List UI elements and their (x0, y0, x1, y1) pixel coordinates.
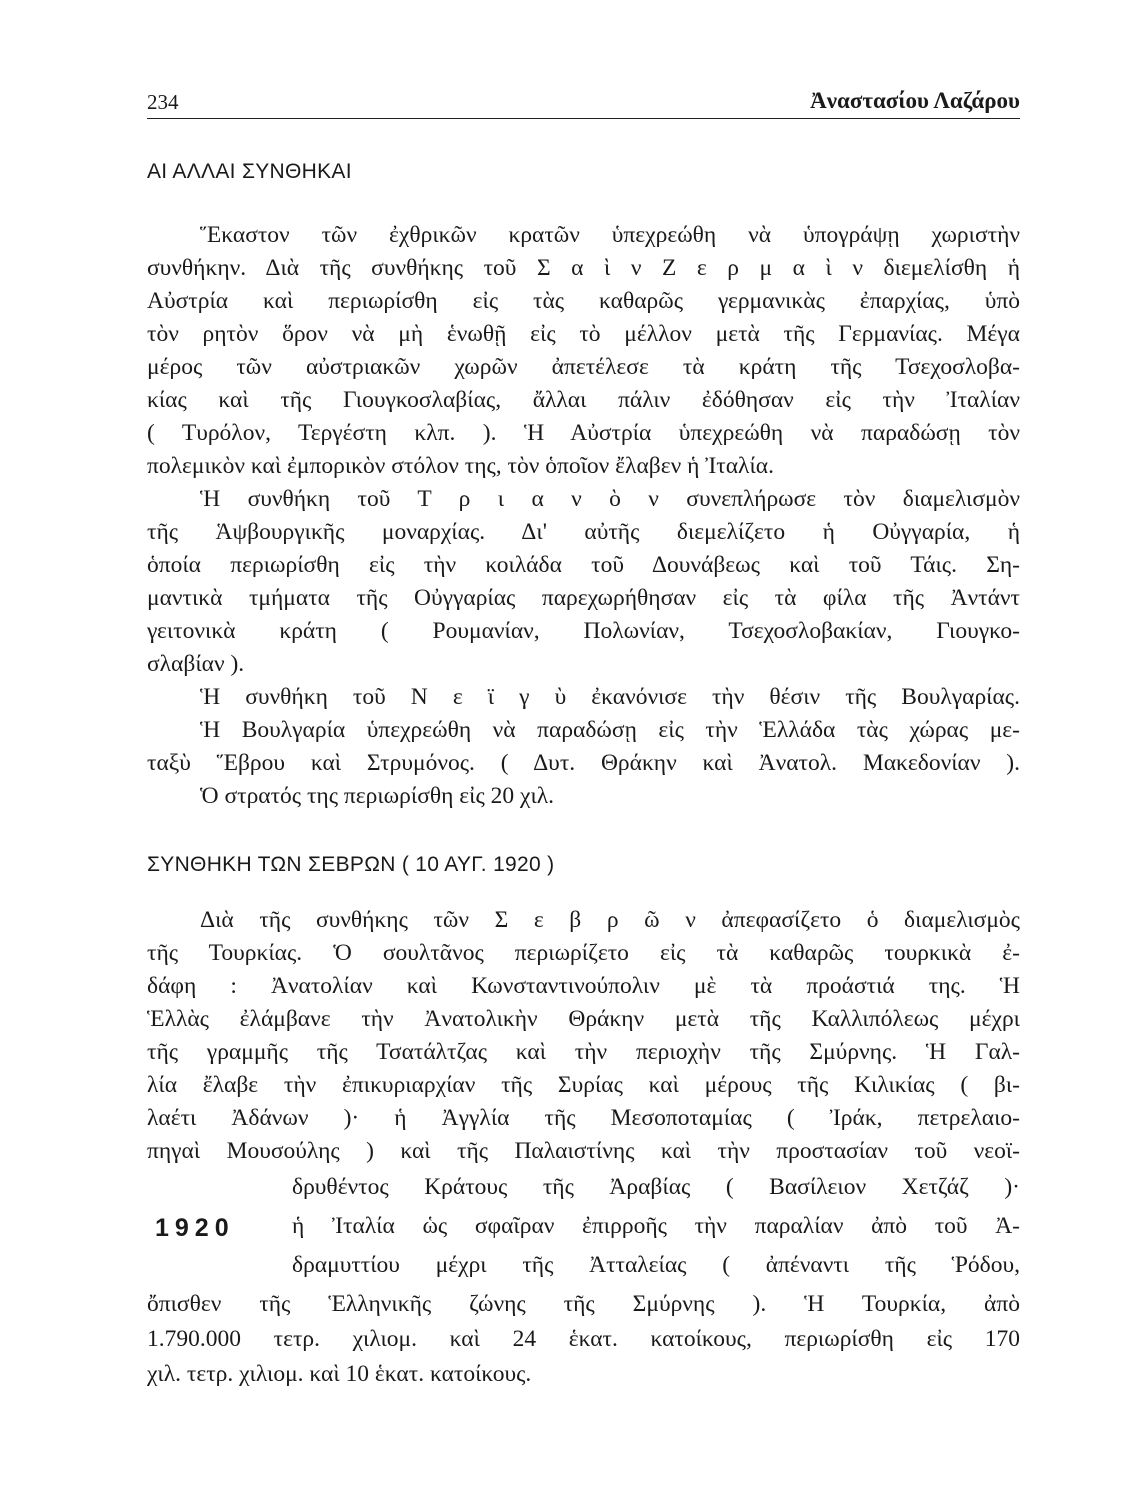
text-line: σλαβίαν ). (147, 651, 245, 677)
text-line: τῆς γραμμῆς τῆς Τσατάλτζας καὶ τὴν περιοχὴν τῆς Σμύρνης. Ἡ Γαλ- (147, 1039, 1020, 1065)
page-header (147, 88, 1020, 119)
text-line: ὁποία περιωρίσθη εἰς τὴν κοιλάδα τοῦ Δουνάβεως καὶ τοῦ Τάις. Ση- (147, 552, 1020, 578)
text-line: ὄπισθεν τῆς Ἑλληνικῆς ζώνης τῆς Σμύρνης ). Ἡ Τουρκία, ἀπὸ (147, 1291, 1020, 1317)
text-line: λαέτι Ἀδάνων )· ἡ Ἀγγλία τῆς Μεσοποταμίας ( Ἰράκ, πετρελαιο- (147, 1105, 1020, 1131)
text-line: Ἡ συνθήκη τοῦ Τ ρ ι α ν ὸ ν συνεπλήρωσε τὸν διαμελισμὸν (200, 486, 1020, 512)
text-line: Ἡ Βουλγαρία ὑπεχρεώθη νὰ παραδώσῃ εἰς τὴν Ἑλλάδα τὰς χώρας με- (200, 717, 1020, 743)
text-line: κίας καὶ τῆς Γιουγκοσλαβίας, ἄλλαι πάλιν ἐδόθησαν εἰς τὴν Ἰταλίαν (147, 387, 1020, 413)
text-line: 1.790.000 τετρ. χιλιομ. καὶ 24 ἑκατ. κατοίκους, περιωρίσθη εἰς 170 (147, 1326, 1020, 1352)
text-line: τῆς Τουρκίας. Ὁ σουλτᾶνος περιωρίζετο εἰς τὰ καθαρῶς τουρκικὰ ἐ- (147, 940, 1020, 966)
section-heading-other-treaties: ΑΙ ΑΛΛΑΙ ΣΥΝΘΗΚΑΙ (147, 160, 352, 183)
text-line: Ἕκαστον τῶν ἐχθρικῶν κρατῶν ὑπεχρεώθη νὰ ὑπογράψῃ χωριστὴν (200, 222, 1020, 248)
text-line: πηγαὶ Μουσούλης ) καὶ τῆς Παλαιστίνης καὶ τὴν προστασίαν τοῦ νεοϊ- (147, 1138, 1020, 1164)
text-line: συνθήκην. Διὰ τῆς συνθήκης τοῦ Σ α ὶ ν Ζ ε ρ μ α ὶ ν διεμελίσθη ἡ (147, 255, 1020, 281)
text-line: γειτονικὰ κράτη ( Ρουμανίαν, Πολωνίαν, Τσεχοσλοβακίαν, Γιουγκο- (147, 618, 1020, 644)
text-line: Ὁ στρατός της περιωρίσθη εἰς 20 χιλ. (200, 783, 555, 809)
margin-year-note: 1920 (155, 1214, 235, 1242)
page-number: 234 (147, 90, 179, 114)
text-line: ταξὺ Ἕβρου καὶ Στρυμόνος. ( Δυτ. Θράκην καὶ Ἀνατολ. Μακεδονίαν ). (147, 750, 1020, 776)
text-line: Ἑλλὰς ἐλάμβανε τὴν Ἀνατολικὴν Θράκην μετὰ τῆς Καλλιπόλεως μέχρι (147, 1006, 1020, 1032)
text-line: πολεμικὸν καὶ ἐμπορικὸν στόλον της, τὸν ὁποῖον ἔλαβεν ἡ Ἰταλία. (147, 453, 774, 479)
running-title: Ἀναστασίου Λαζάρου (810, 88, 1020, 113)
text-line: δρυθέντος Κράτους τῆς Ἀραβίας ( Βασίλειον Χετζάζ )· (292, 1174, 1020, 1200)
text-line: Ἡ συνθήκη τοῦ Ν ε ϊ γ ὺ ἐκανόνισε τὴν θέσιν τῆς Βουλγαρίας. (200, 684, 1020, 710)
text-line: μαντικὰ τμήματα τῆς Οὐγγαρίας παρεχωρήθησαν εἰς τὰ φίλα τῆς Ἀντάντ (147, 585, 1020, 611)
text-line: ( Τυρόλον, Τεργέστη κλπ. ). Ἡ Αὐστρία ὑπεχρεώθη νὰ παραδώσῃ τὸν (147, 420, 1020, 446)
text-line: Αὐστρία καὶ περιωρίσθη εἰς τὰς καθαρῶς γερμανικὰς ἐπαρχίας, ὑπὸ (147, 288, 1020, 314)
text-line: ἡ Ἰταλία ὡς σφαῖραν ἐπιρροῆς τὴν παραλίαν ἀπὸ τοῦ Ἀ- (292, 1213, 1020, 1239)
text-line: μέρος τῶν αὐστριακῶν χωρῶν ἀπετέλεσε τὰ κράτη τῆς Τσεχοσλοβα- (147, 354, 1020, 380)
text-line: Διὰ τῆς συνθήκης τῶν Σ ε β ρ ῶ ν ἀπεφασίζετο ὁ διαμελισμὸς (200, 907, 1020, 933)
section-heading-treaty-of-sevres: ΣΥΝΘΗΚΗ ΤΩΝ ΣΕΒΡΩΝ ( 10 ΑΥΓ. 1920 ) (147, 853, 555, 876)
text-line: χιλ. τετρ. χιλιομ. καὶ 10 ἑκατ. κατοίκους. (147, 1361, 532, 1387)
text-line: λία ἔλαβε τὴν ἐπικυριαρχίαν τῆς Συρίας καὶ μέρους τῆς Κιλικίας ( βι- (147, 1072, 1020, 1098)
text-line: δραμυττίου μέχρι τῆς Ἀτταλείας ( ἀπέναντι τῆς Ῥόδου, (292, 1252, 1020, 1278)
text-line: τὸν ρητὸν ὅρον νὰ μὴ ἑνωθῇ εἰς τὸ μέλλον μετὰ τῆς Γερμανίας. Μέγα (147, 321, 1020, 347)
text-line: δάφη : Ἀνατολίαν καὶ Κωνσταντινούπολιν μὲ τὰ προάστιά της. Ἡ (147, 973, 1020, 999)
text-line: τῆς Ἁψβουργικῆς μοναρχίας. Δι' αὐτῆς διεμελίζετο ἡ Οὐγγαρία, ἡ (147, 519, 1020, 545)
